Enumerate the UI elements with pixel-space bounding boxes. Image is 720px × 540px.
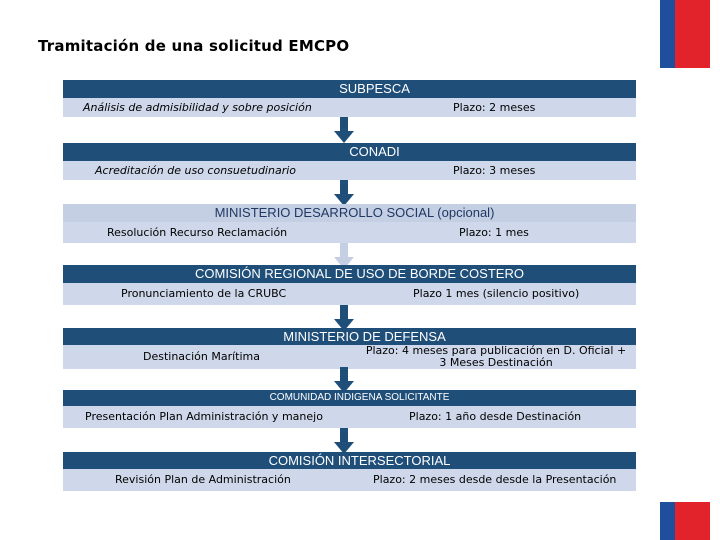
step-row-conadi	[63, 161, 636, 180]
step-term: Plazo: 3 meses	[453, 164, 536, 177]
step-row-intersectorial	[63, 469, 636, 491]
step-term: Plazo: 4 meses para publicación en D. Oficial + 3 Meses Destinación	[365, 344, 627, 369]
step-row-subpesca	[63, 98, 636, 117]
step-header-defensa: MINISTERIO DE DEFENSA	[63, 328, 636, 345]
step-term: Plazo: 1 año desde Destinación	[409, 410, 582, 423]
step-action: Análisis de admisibilidad y sobre posición	[83, 101, 312, 114]
step-term: Plazo: 2 meses	[453, 101, 536, 114]
step-row-desarrollo-social	[63, 222, 636, 243]
flow-arrow-down	[334, 428, 354, 454]
step-row-defensa	[63, 345, 636, 369]
step-action: Presentación Plan Administración y manejo	[85, 410, 323, 423]
step-header-desarrollo-social: MINISTERIO DESARROLLO SOCIAL (opcional)	[63, 204, 636, 222]
page-title: Tramitación de una solicitud EMCPO	[38, 37, 350, 55]
step-term: Plazo: 1 mes	[459, 226, 529, 239]
flow-arrow-down	[334, 117, 354, 143]
flow-arrow-down	[334, 180, 354, 206]
step-header-subpesca: SUBPESCA	[63, 80, 636, 98]
step-row-comunidad	[63, 406, 636, 428]
chile-flag-top	[660, 0, 710, 68]
step-header-intersectorial: COMISIÓN INTERSECTORIAL	[63, 452, 636, 469]
step-header-comunidad: COMUNIDAD INDIGENA SOLICITANTE	[63, 390, 636, 406]
step-row-crubc	[63, 283, 636, 305]
step-header-conadi: CONADI	[63, 143, 636, 161]
step-action: Destinación Marítima	[143, 350, 260, 363]
step-action: Resolución Recurso Reclamación	[107, 226, 288, 239]
step-action: Acreditación de uso consuetudinario	[95, 164, 296, 177]
step-action: Revisión Plan de Administración	[115, 473, 291, 486]
step-term: Plazo 1 mes (silencio positivo)	[413, 287, 580, 300]
chile-flag-bottom	[660, 502, 710, 540]
step-action: Pronunciamiento de la CRUBC	[121, 287, 287, 300]
step-header-crubc: COMISIÓN REGIONAL DE USO DE BORDE COSTERO	[63, 265, 636, 283]
step-term: Plazo: 2 meses desde desde la Presentación	[373, 473, 617, 486]
